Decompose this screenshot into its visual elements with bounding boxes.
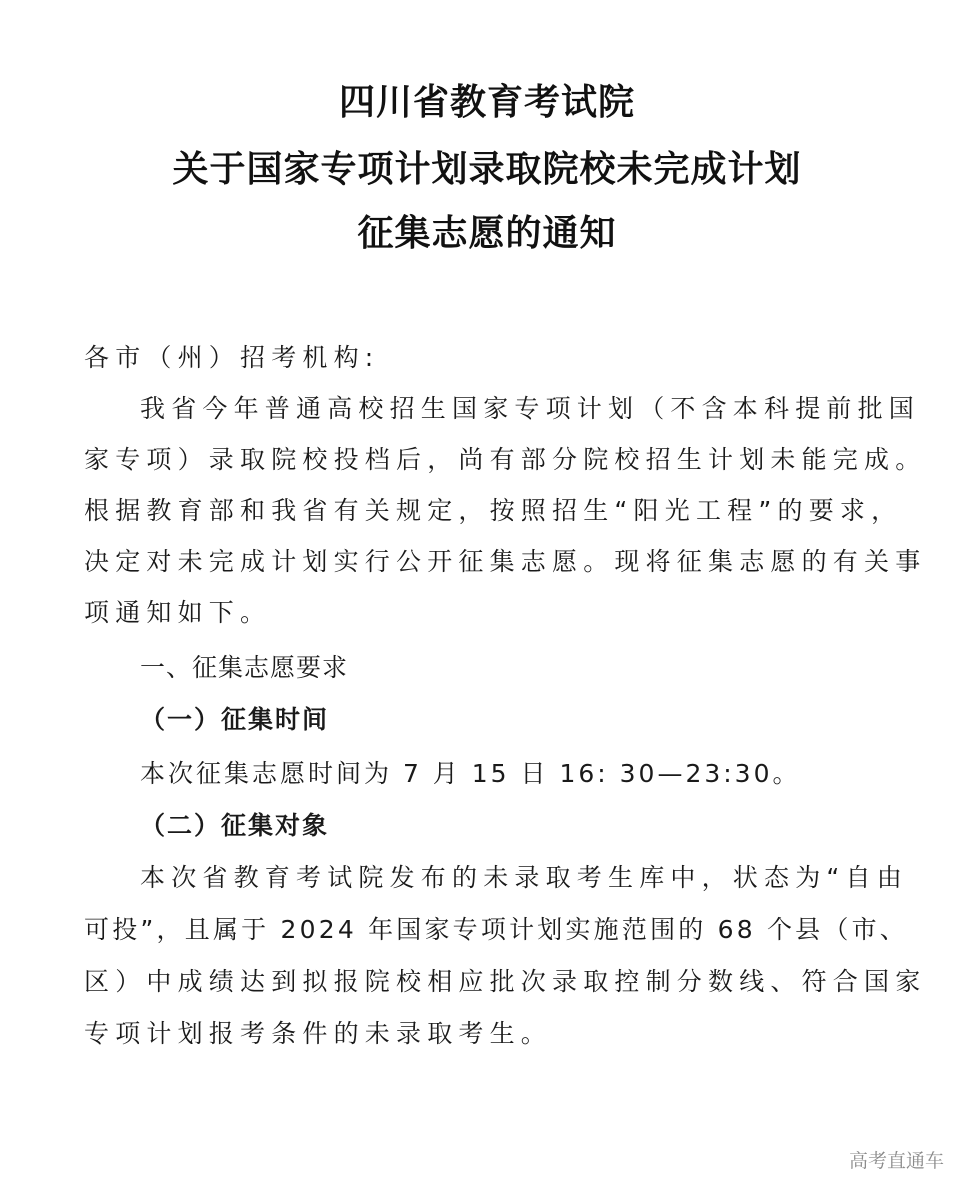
subsection-2-line: 可投”，且属于 2024 年国家专项计划实施范围的 68 个县（市、 bbox=[84, 915, 908, 944]
intro-line: 家专项）录取院校投档后，尚有部分院校招生计划未能完成。 bbox=[84, 445, 927, 474]
subsection-1-text: 本次征集志愿时间为 7 月 15 日 16: 30—23:30。 bbox=[140, 759, 801, 788]
subsection-2-line: 专项计划报考条件的未录取考生。 bbox=[84, 1019, 553, 1048]
watermark: 高考直通车 bbox=[848, 1150, 944, 1172]
subsection-1-heading: （一）征集时间 bbox=[140, 705, 330, 734]
subsection-2-line: 本次省教育考试院发布的未录取考生库中，状态为“自由 bbox=[140, 863, 908, 892]
intro-line: 决定对未完成计划实行公开征集志愿。现将征集志愿的有关事 bbox=[84, 547, 927, 576]
title-line-3: 征集志愿的通知 bbox=[357, 212, 617, 254]
title-line-1: 四川省教育考试院 bbox=[338, 81, 635, 123]
subsection-2-heading: （二）征集对象 bbox=[140, 811, 330, 840]
salutation: 各市（州）招考机构: bbox=[84, 343, 380, 372]
title-line-2: 关于国家专项计划录取院校未完成计划 bbox=[172, 148, 802, 190]
intro-line: 项通知如下。 bbox=[84, 598, 272, 627]
subsection-2-line: 区）中成绩达到拟报院校相应批次录取控制分数线、符合国家 bbox=[84, 967, 927, 996]
intro-line: 我省今年普通高校招生国家专项计划（不含本科提前批国 bbox=[140, 394, 921, 423]
section-1-heading: 一、征集志愿要求 bbox=[140, 653, 349, 682]
intro-line: 根据教育部和我省有关规定，按照招生“阳光工程”的要求， bbox=[84, 496, 903, 525]
